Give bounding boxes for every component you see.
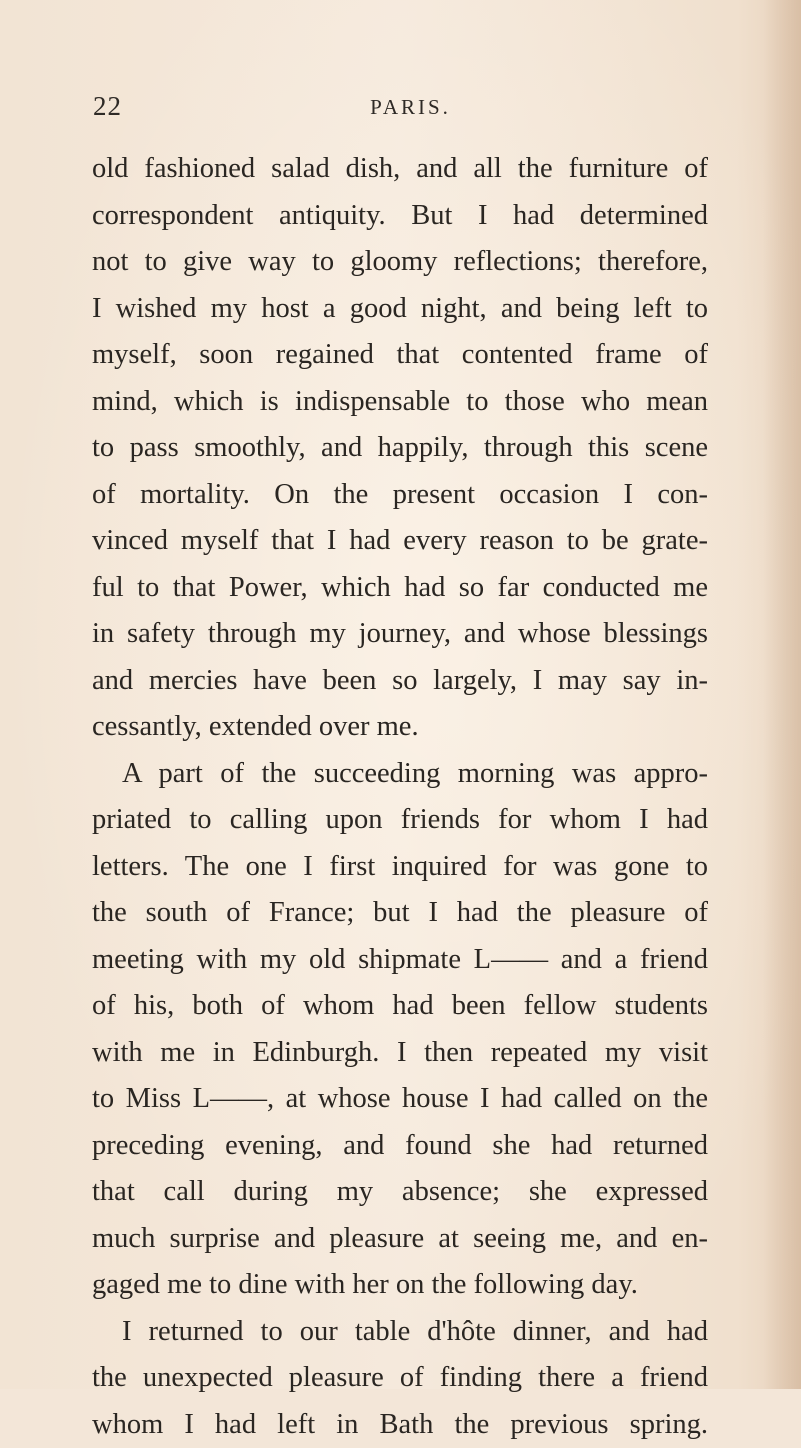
text-line: ful to that Power, which had so far conducted me: [92, 565, 708, 612]
text-line: with me in Edinburgh. I then repeated my visit: [92, 1030, 708, 1077]
paragraph-first-line: A part of the succeeding morning was appro-: [92, 751, 708, 798]
text-line: of mortality. On the present occasion I con-: [92, 472, 708, 519]
paragraph-last-line: gaged me to dine with her on the following day.: [92, 1262, 708, 1309]
text-line: mind, which is indispensable to those who mean: [92, 379, 708, 426]
text-line: of his, both of whom had been fellow students: [92, 983, 708, 1030]
text-line: meeting with my old shipmate L—— and a friend: [92, 937, 708, 984]
text-line: I wished my host a good night, and being left to: [92, 286, 708, 333]
text-line: whom I had left in Bath the previous spring.: [92, 1402, 708, 1448]
text-line: and mercies have been so largely, I may say in-: [92, 658, 708, 705]
text-line: priated to calling upon friends for whom I had: [92, 797, 708, 844]
text-line: letters. The one I first inquired for was gone to: [92, 844, 708, 891]
text-line: much surprise and pleasure at seeing me, and en-: [92, 1216, 708, 1263]
page-header: [0, 91, 801, 125]
text-line: that call during my absence; she expressed: [92, 1169, 708, 1216]
text-line: vinced myself that I had every reason to be grate-: [92, 518, 708, 565]
text-line: to Miss L——, at whose house I had called on the: [92, 1076, 708, 1123]
page-number: 22: [93, 91, 122, 122]
text-line: old fashioned salad dish, and all the furniture of: [92, 146, 708, 193]
page-edge-shadow: [763, 0, 801, 1389]
text-line: preceding evening, and found she had returned: [92, 1123, 708, 1170]
paragraph-first-line: I returned to our table d'hôte dinner, and had: [92, 1309, 708, 1356]
text-line: the south of France; but I had the pleasure of: [92, 890, 708, 937]
text-line: myself, soon regained that contented frame of: [92, 332, 708, 379]
text-line: to pass smoothly, and happily, through this scene: [92, 425, 708, 472]
body-text: [92, 146, 708, 1448]
text-line: not to give way to gloomy reflections; therefore,: [92, 239, 708, 286]
text-line: correspondent antiquity. But I had determined: [92, 193, 708, 240]
paragraph-last-line: cessantly, extended over me.: [92, 704, 708, 751]
running-head: PARIS.: [0, 95, 801, 120]
text-line: the unexpected pleasure of finding there a friend: [92, 1355, 708, 1402]
text-line: in safety through my journey, and whose blessings: [92, 611, 708, 658]
